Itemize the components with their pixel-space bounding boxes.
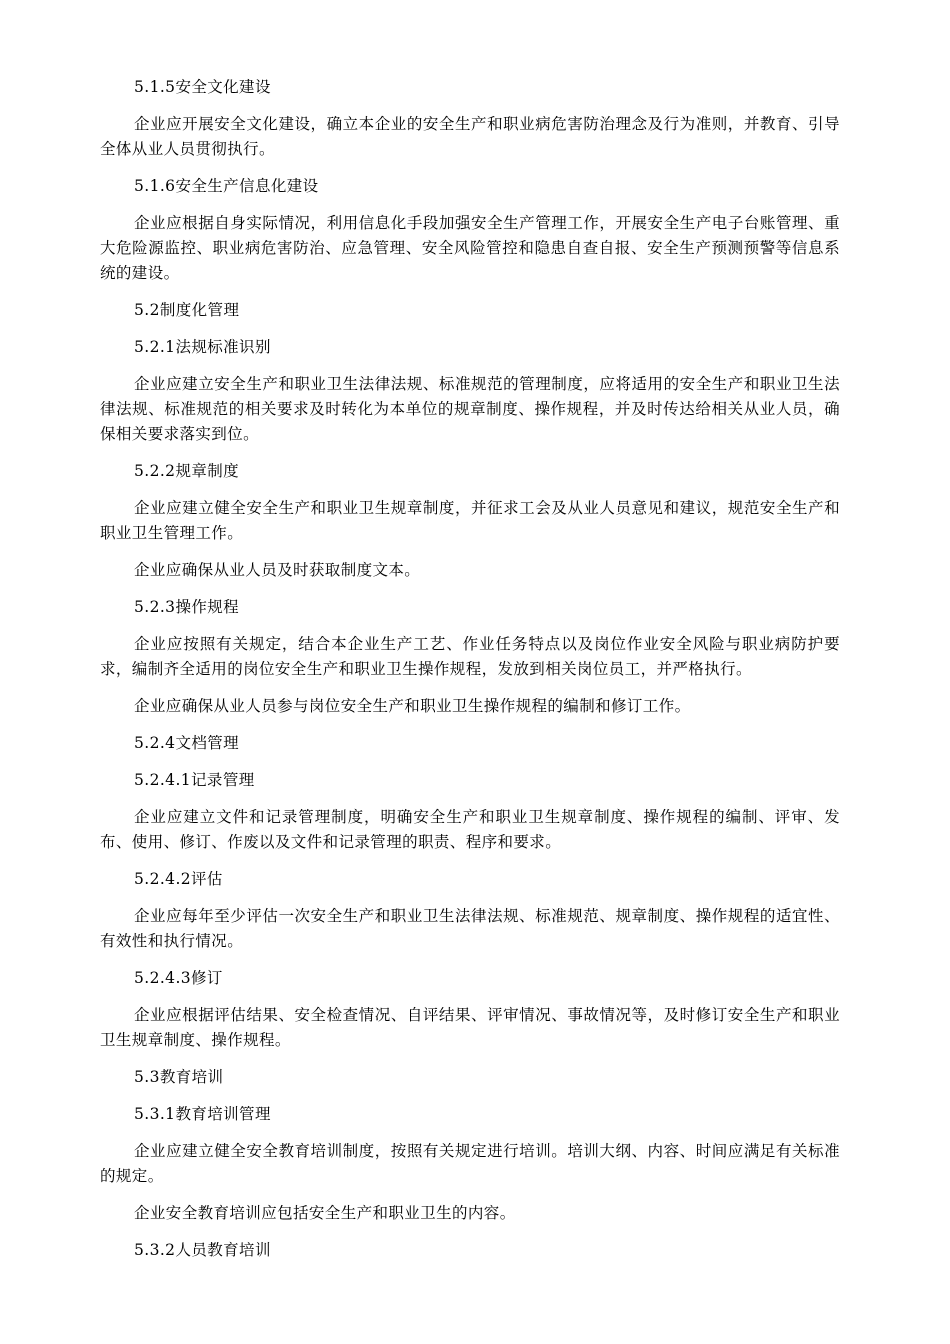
paragraph: 企业应建立健全安全教育培训制度，按照有关规定进行培训。培训大纲、内容、时间应满足有关标准的规定。 — [100, 1142, 840, 1185]
document-body — [100, 75, 840, 1275]
paragraph: 企业应每年至少评估一次安全生产和职业卫生法律法规、标准规范、规章制度、操作规程的适宜性、有效性和执行情况。 — [100, 907, 840, 950]
paragraph: 企业安全教育培训应包括安全生产和职业卫生的内容。 — [134, 1204, 516, 1222]
paragraph: 企业应建立安全生产和职业卫生法律法规、标准规范的管理制度，应将适用的安全生产和职业卫生法律法规、标准规范的相关要求及时转化为本单位的规章制度、操作规程，并及时传达给相关从业人员，确保相关要求落实到位。 — [100, 375, 840, 443]
section-heading-5-3-2: 5.3.2人员教育培训 — [134, 1241, 271, 1259]
section-heading-5-2-2: 5.2.2规章制度 — [134, 462, 240, 480]
section-heading-5-3-1: 5.3.1教育培训管理 — [134, 1105, 271, 1123]
paragraph: 企业应确保从业人员及时获取制度文本。 — [134, 561, 421, 579]
section-heading-5-2-3: 5.2.3操作规程 — [134, 598, 240, 616]
section-heading-5-2-4: 5.2.4文档管理 — [134, 734, 240, 752]
paragraph: 企业应建立文件和记录管理制度，明确安全生产和职业卫生规章制度、操作规程的编制、评审、发布、使用、修订、作废以及文件和记录管理的职责、程序和要求。 — [100, 808, 840, 851]
section-heading-5-2-4-1: 5.2.4.1记录管理 — [134, 771, 255, 789]
section-heading-5-2-4-2: 5.2.4.2评估 — [134, 870, 223, 888]
paragraph: 企业应根据评估结果、安全检查情况、自评结果、评审情况、事故情况等，及时修订安全生产和职业卫生规章制度、操作规程。 — [100, 1006, 840, 1049]
section-heading-5-1-6: 5.1.6安全生产信息化建设 — [134, 177, 319, 195]
paragraph: 企业应按照有关规定，结合本企业生产工艺、作业任务特点以及岗位作业安全风险与职业病防护要求，编制齐全适用的岗位安全生产和职业卫生操作规程，发放到相关岗位员工，并严格执行。 — [100, 635, 840, 678]
section-heading-5-2-1: 5.2.1法规标准识别 — [134, 338, 271, 356]
section-heading-5-2-4-3: 5.2.4.3修订 — [134, 969, 223, 987]
paragraph: 企业应确保从业人员参与岗位安全生产和职业卫生操作规程的编制和修订工作。 — [134, 697, 691, 715]
section-heading-5-1-5: 5.1.5安全文化建设 — [134, 78, 271, 96]
section-heading-5-3: 5.3教育培训 — [134, 1068, 224, 1086]
paragraph: 企业应建立健全安全生产和职业卫生规章制度，并征求工会及从业人员意见和建议，规范安全生产和职业卫生管理工作。 — [100, 499, 840, 542]
section-heading-5-2: 5.2制度化管理 — [134, 301, 240, 319]
paragraph: 企业应开展安全文化建设，确立本企业的安全生产和职业病危害防治理念及行为准则，并教育、引导全体从业人员贯彻执行。 — [100, 115, 840, 158]
paragraph: 企业应根据自身实际情况，利用信息化手段加强安全生产管理工作，开展安全生产电子台账管理、重大危险源监控、职业病危害防治、应急管理、安全风险管控和隐患自查自报、安全生产预测预警等信息系统的建设。 — [100, 214, 840, 282]
